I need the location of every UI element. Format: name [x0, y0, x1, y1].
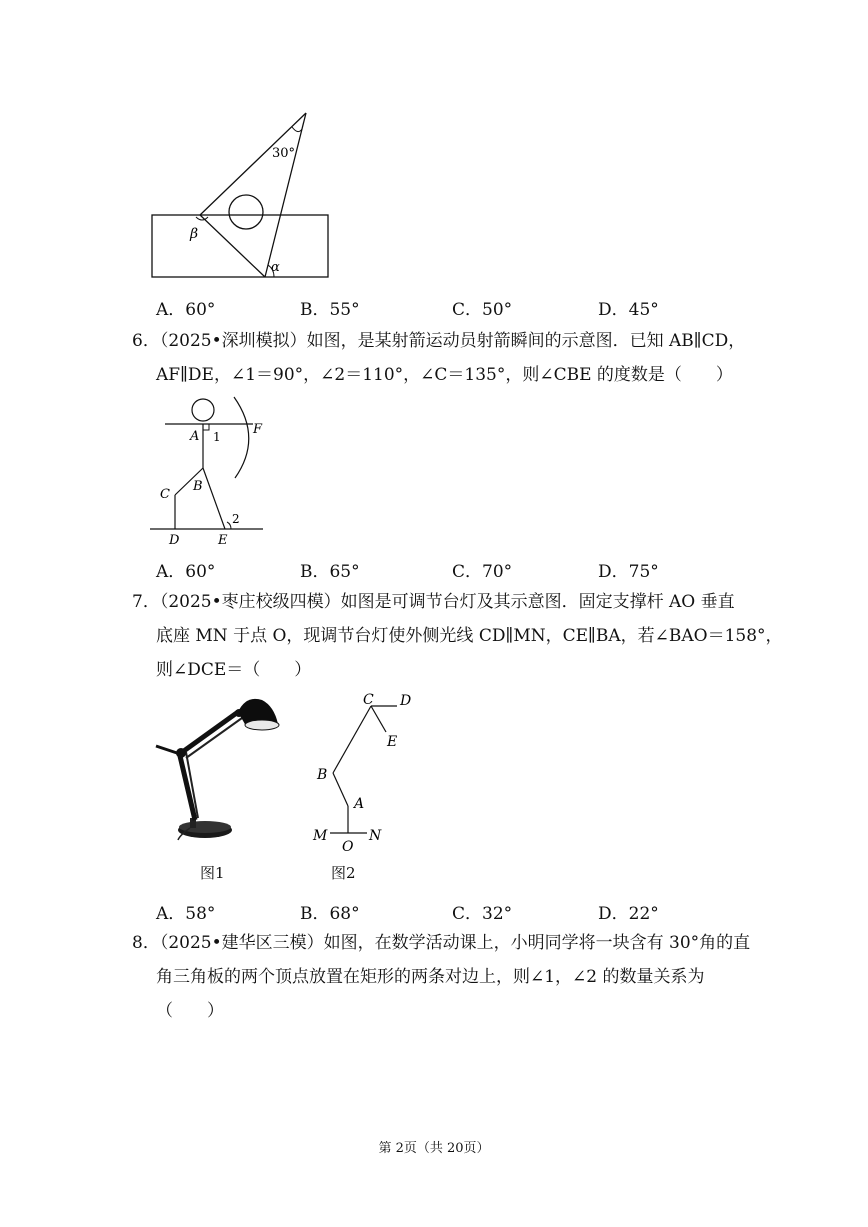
q5-label-beta: β [190, 226, 199, 242]
q6-label-e: E [218, 533, 228, 548]
q6-label-1: 1 [213, 430, 221, 444]
q5-circle [229, 195, 263, 229]
q7-option-d: D．22° [598, 904, 659, 924]
q5-rectangle [152, 215, 328, 277]
q6-option-d: D．75° [598, 562, 659, 582]
q5-angle30-arc [292, 127, 302, 132]
q6-label-2: 2 [232, 512, 240, 526]
q5-label-alpha: α [271, 260, 280, 275]
q6-label-f: F [253, 422, 263, 437]
q6-angle2-arc [227, 522, 231, 529]
q7-option-c: C．32° [452, 904, 513, 924]
q7-line-ab [333, 773, 348, 806]
q7-lamp-image [150, 690, 290, 850]
page-footer: 第 2页（共 20页） [378, 1141, 490, 1156]
q6-label-c: C [160, 487, 170, 502]
q7-question-line3: 则∠DCE＝（ ） [156, 660, 312, 680]
q7-line-bc [333, 706, 371, 773]
q7-label-d: D [400, 693, 412, 709]
q5-option-c: C．50° [452, 300, 513, 320]
q7-question-line1: 7．（2025•枣庄校级四模）如图是可调节台灯及其示意图．固定支撑杆 AO 垂直 [132, 592, 735, 612]
q7-label-m: M [313, 828, 328, 844]
q7-figure2 [305, 688, 425, 858]
q5-option-d: D．45° [598, 300, 659, 320]
q7-label-c: C [363, 692, 374, 708]
q7-label-e: E [387, 734, 398, 750]
q7-caption-fig2: 图2 [331, 864, 356, 882]
q7-caption-fig1: 图1 [200, 864, 225, 882]
q5-option-b: B．55° [300, 300, 360, 320]
q6-bow [234, 397, 249, 478]
q7-label-a: A [354, 796, 365, 812]
q5-figure [140, 105, 340, 285]
q6-line-be [203, 468, 225, 529]
q6-question-line2: AF∥DE，∠1＝90°，∠2＝110°，∠C＝135°，则∠CBE 的度数是（ ） [156, 365, 733, 385]
q6-figure [145, 393, 275, 553]
q7-question-line2: 底座 MN 于点 O，现调节台灯使外侧光线 CD∥MN，CE∥BA，若∠BAO＝158°， [156, 626, 783, 646]
q6-label-d: D [169, 533, 180, 548]
q5-label-30: 30° [272, 146, 296, 161]
q7-label-n: N [369, 828, 382, 844]
q8-question-line2: 角三角板的两个顶点放置在矩形的两条对边上，则∠1，∠2 的数量关系为 [156, 967, 705, 987]
q5-triangle [200, 113, 306, 277]
q7-label-o: O [342, 839, 354, 855]
q5-triangle-side [265, 113, 306, 277]
q7-line-ce [371, 706, 386, 732]
q6-option-c: C．70° [452, 562, 513, 582]
q6-label-b: B [193, 479, 203, 494]
q6-label-a: A [190, 429, 200, 444]
q8-question-line1: 8．（2025•建华区三模）如图，在数学活动课上，小明同学将一块含有 30°角的直 [132, 933, 751, 953]
q6-head [192, 399, 214, 421]
q5-option-a: A．60° [156, 300, 216, 320]
q6-right-angle [203, 424, 209, 430]
q8-question-line3: （ ） [156, 1001, 224, 1021]
q7-option-a: A．58° [156, 904, 216, 924]
q6-question-line1: 6．（2025•深圳模拟）如图，是某射箭运动员射箭瞬间的示意图．已知 AB∥CD， [132, 331, 746, 351]
q6-option-b: B．65° [300, 562, 360, 582]
q6-option-a: A．60° [156, 562, 216, 582]
q7-label-b: B [317, 767, 328, 783]
q7-option-b: B．68° [300, 904, 360, 924]
